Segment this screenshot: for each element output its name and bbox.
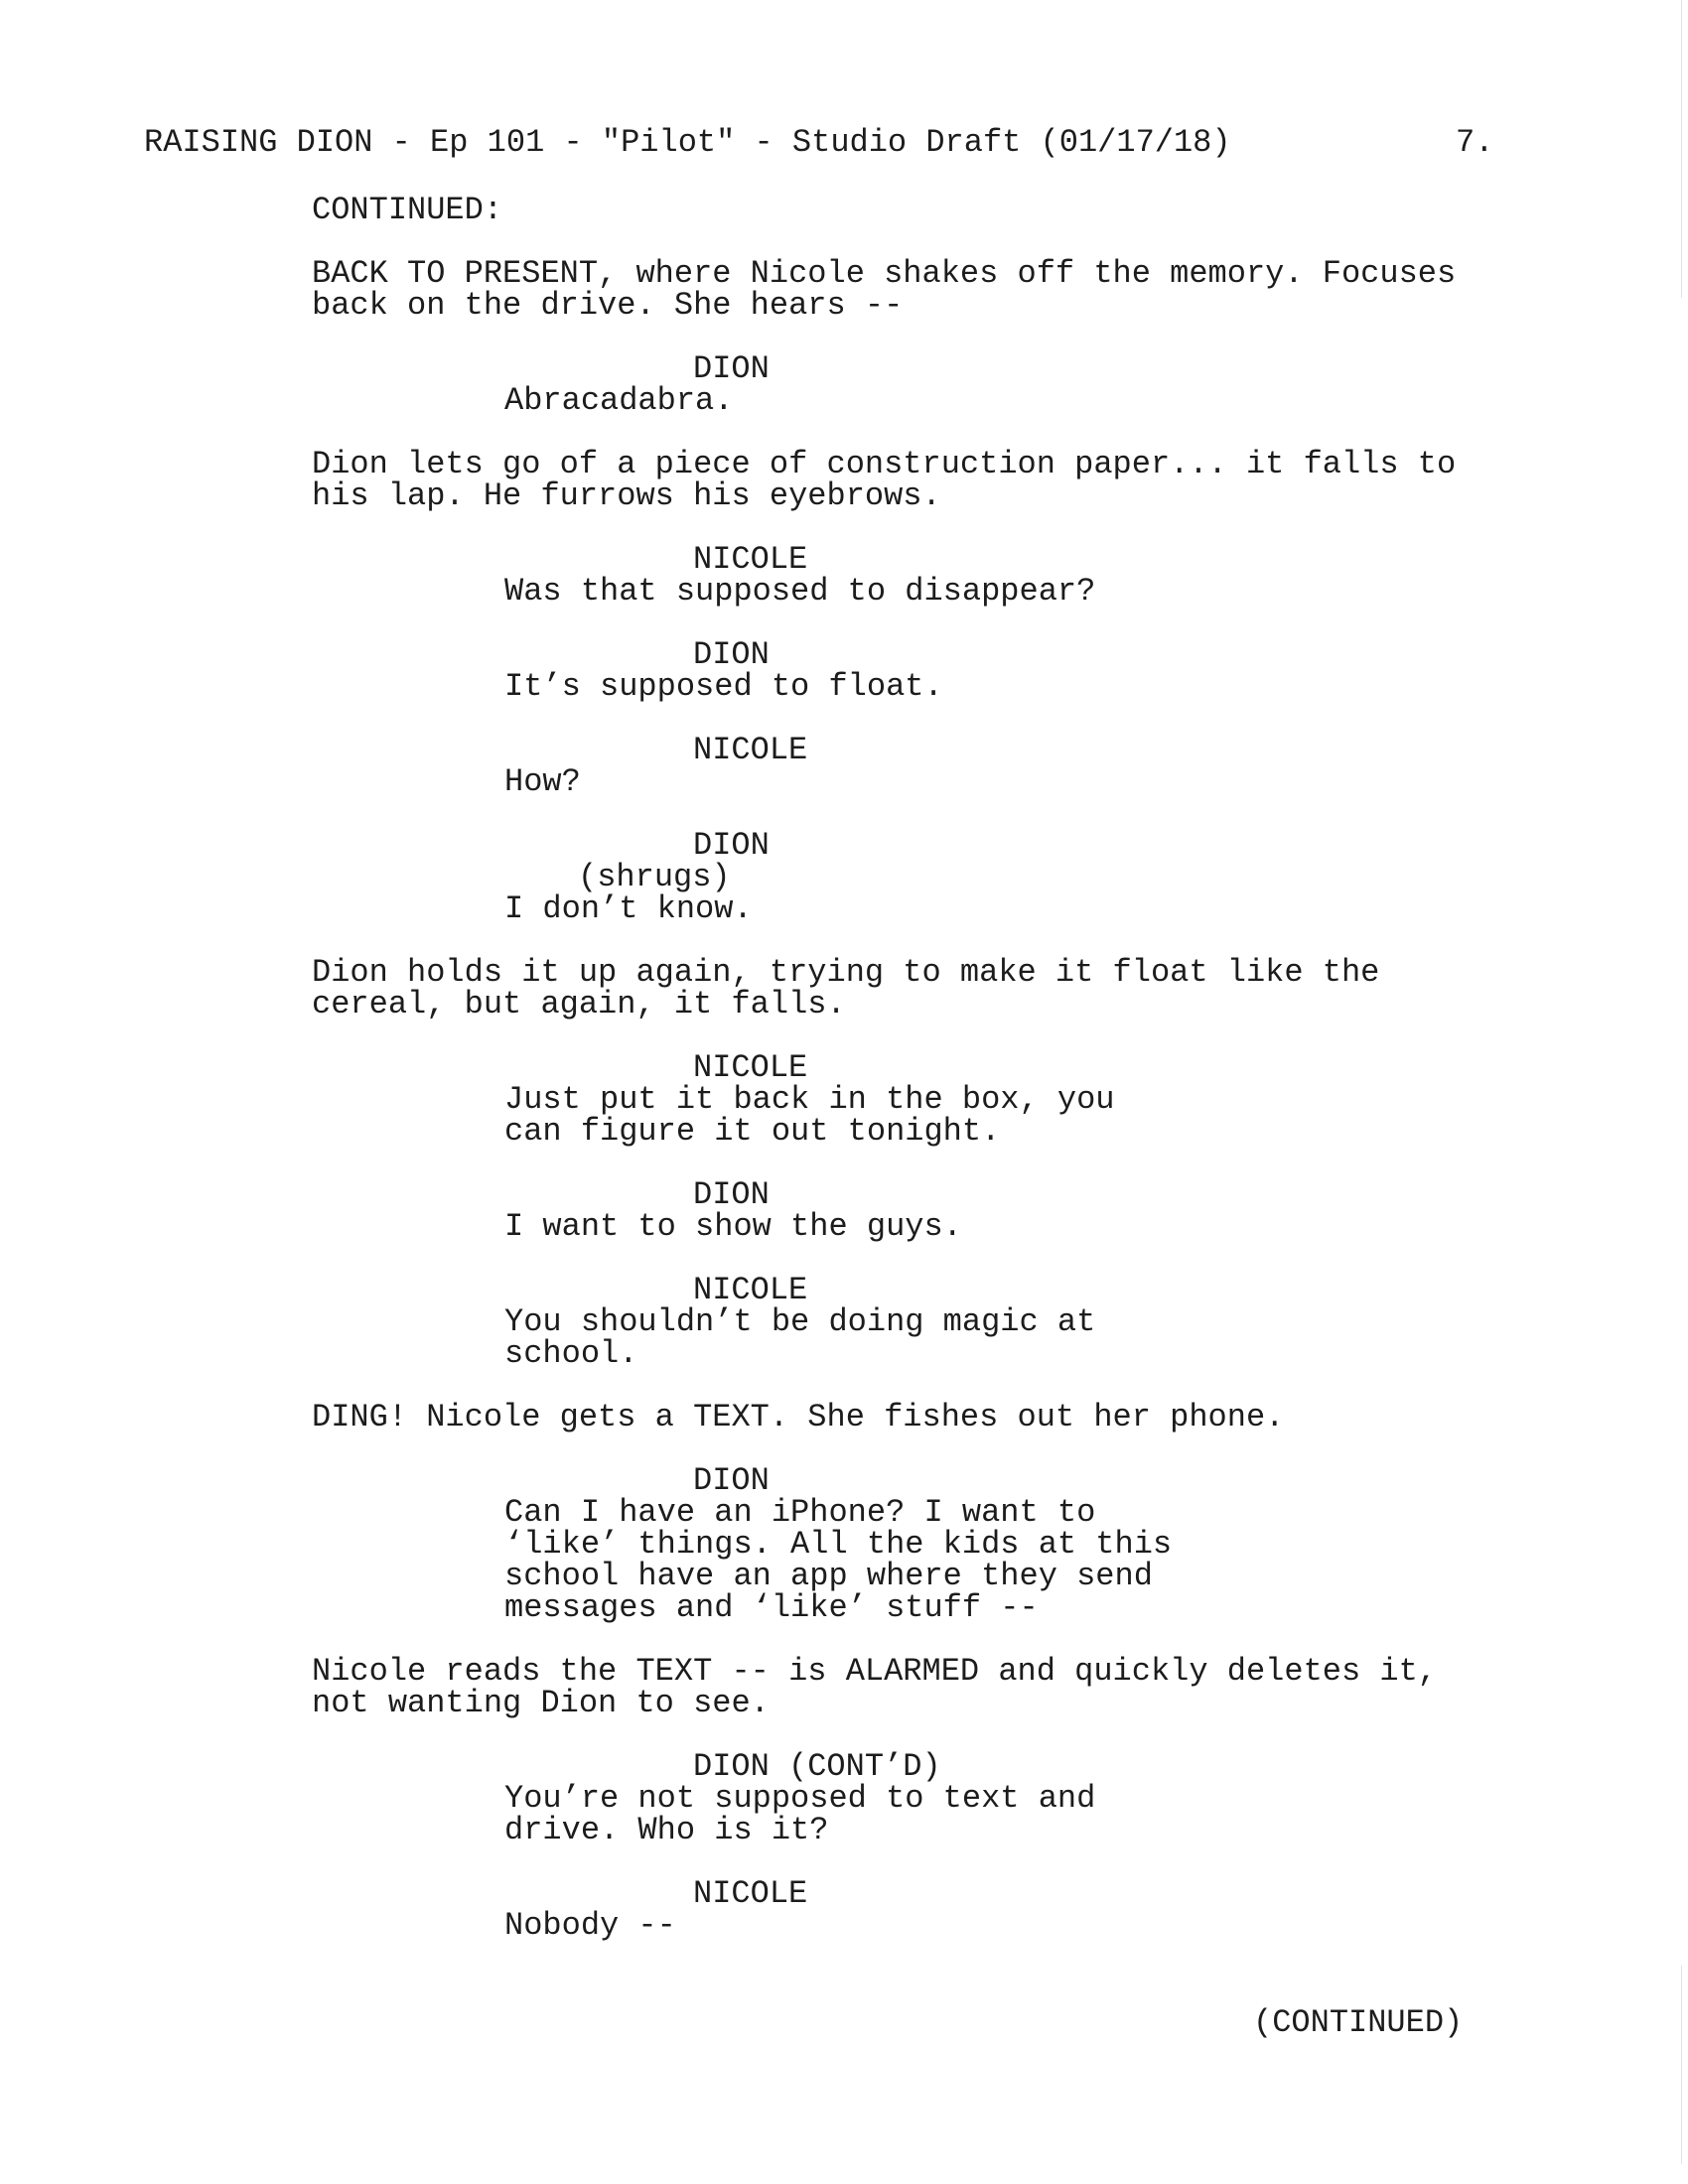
character-name: DION — [693, 1176, 770, 1213]
dialogue-line: I don’t know. — [504, 890, 753, 927]
dialogue-block — [312, 732, 1483, 800]
action-line: Nicole reads the TEXT -- is ALARMED and quickly deletes it, — [312, 1653, 1437, 1690]
page-header-title: RAISING DION - Ep 101 - "Pilot" - Studio Draft (01/17/18) — [144, 124, 1231, 161]
scan-edge-mark — [1681, 1966, 1682, 2164]
action-line: his lap. He furrows his eyebrows. — [312, 478, 941, 514]
action-line: BACK TO PRESENT, where Nicole shakes off the memory. Focuses — [312, 255, 1457, 292]
character-name: NICOLE — [693, 1272, 808, 1308]
continued-bottom-label: (CONTINUED) — [1253, 2004, 1464, 2041]
character-name: DION — [693, 350, 770, 387]
action-line: Dion lets go of a piece of construction paper... it falls to — [312, 446, 1457, 482]
character-name: NICOLE — [693, 1049, 808, 1086]
character-name: NICOLE — [693, 1875, 808, 1912]
dialogue-block — [312, 1049, 1483, 1150]
character-name: DION — [693, 1462, 770, 1499]
dialogue-line: school. — [504, 1335, 638, 1372]
character-name: NICOLE — [693, 732, 808, 768]
character-name: DION — [693, 827, 770, 864]
dialogue-line: Can I have an iPhone? I want to — [504, 1494, 1096, 1531]
action-line: DING! Nicole gets a TEXT. She fishes out her phone. — [312, 1399, 1285, 1435]
action-line: not wanting Dion to see. — [312, 1685, 770, 1721]
parenthetical: (shrugs) — [578, 859, 731, 895]
continued-top-label: CONTINUED: — [312, 192, 503, 228]
character-name: NICOLE — [693, 541, 808, 578]
dialogue-line: Nobody -- — [504, 1907, 676, 1944]
dialogue-line: school have an app where they send — [504, 1558, 1153, 1594]
action-paragraph — [312, 954, 1483, 1023]
dialogue-block — [312, 1462, 1483, 1626]
dialogue-block — [312, 636, 1483, 705]
dialogue-block — [312, 1272, 1483, 1372]
action-line: Dion holds it up again, trying to make it float like the — [312, 954, 1380, 991]
script-body — [312, 255, 1483, 1974]
dialogue-block — [312, 541, 1483, 610]
action-paragraph — [312, 1399, 1483, 1435]
dialogue-line: can figure it out tonight. — [504, 1113, 1001, 1150]
character-name: DION — [693, 636, 770, 673]
dialogue-block — [312, 1748, 1483, 1848]
dialogue-block — [312, 827, 1483, 927]
dialogue-block — [312, 1176, 1483, 1245]
dialogue-line: How? — [504, 763, 581, 800]
action-paragraph — [312, 1653, 1483, 1721]
dialogue-line: Was that supposed to disappear? — [504, 573, 1096, 610]
action-paragraph — [312, 446, 1483, 514]
dialogue-line: Abracadabra. — [504, 382, 734, 419]
dialogue-line: Just put it back in the box, you — [504, 1081, 1115, 1118]
character-name: DION (CONT’D) — [693, 1748, 941, 1785]
dialogue-line: It’s supposed to float. — [504, 668, 943, 705]
dialogue-block — [312, 1875, 1483, 1944]
action-line: cereal, but again, it falls. — [312, 986, 846, 1023]
page-number: 7. — [1456, 124, 1494, 161]
action-line: back on the drive. She hears -- — [312, 287, 904, 324]
dialogue-line: ‘like’ things. All the kids at this — [504, 1526, 1173, 1563]
dialogue-line: messages and ‘like’ stuff -- — [504, 1589, 1039, 1626]
dialogue-line: I want to show the guys. — [504, 1208, 962, 1245]
dialogue-line: You’re not supposed to text and — [504, 1780, 1096, 1817]
action-paragraph — [312, 255, 1483, 324]
dialogue-line: drive. Who is it? — [504, 1812, 829, 1848]
scan-edge-mark — [1681, 0, 1682, 298]
dialogue-line: You shouldn’t be doing magic at — [504, 1303, 1096, 1340]
dialogue-block — [312, 350, 1483, 419]
